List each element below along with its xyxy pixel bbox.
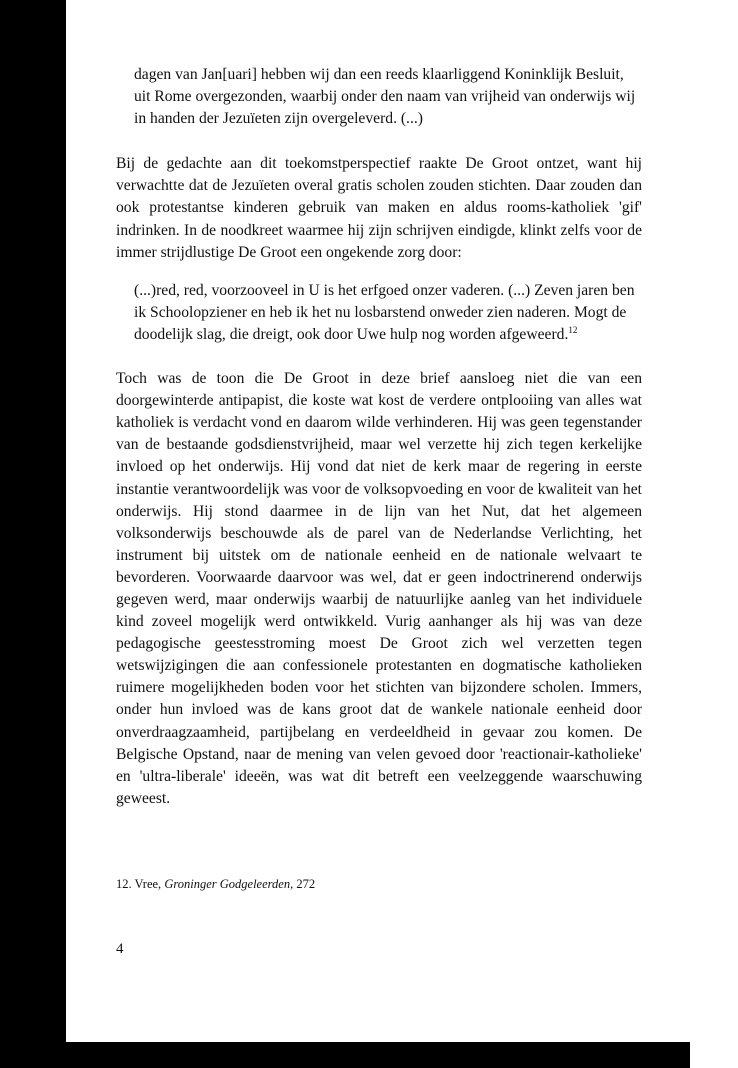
- page-number: 4: [116, 941, 124, 957]
- footnote-page: 272: [296, 877, 316, 891]
- block-quote-2: [116, 280, 642, 346]
- scan-border-left: [0, 0, 66, 1068]
- footnote: [116, 876, 315, 892]
- scan-border-bottom: [0, 1042, 690, 1068]
- footnote-reference[interactable]: 12: [568, 324, 578, 335]
- block-quote-1: dagen van Jan[uari] hebben wij dan een reeds klaarliggend Koninklijk Besluit, uit Rome overgezonden, waarbij onder den naam van vrijheid van onderwijs wij in handen der Jezuïeten zijn overgeleverd. (...): [134, 66, 636, 128]
- page-body: [116, 64, 642, 810]
- footnote-title: Groninger Godgeleerden,: [164, 877, 294, 891]
- paragraph-2: Toch was de toon die De Groot in deze brief aansloeg niet die van een doorgewinterde antipapist, die koste wat kost de verdere ontplooiing van alles wat katholiek is verdacht vond en daarom wilde verhinderen. Hij was geen tegenstander van de bestaande godsdienstvrijheid, maar wel verzette hij zich tegen kerkelijke invloed op het onderwijs. Hij vond dat niet de kerk maar de regering in eerste instantie verantwoordelijk was voor de volksopvoeding en voor de kwaliteit van het onderwijs. Hij stond daarmee in de lijn van het Nut, dat het algemeen volksonderwijs beschouwde als de parel van de Nederlandse Verlichting, het instrument bij uitstek om de nationale eenheid en de nationale welvaart te bevorderen. Voorwaarde daarvoor was wel, dat er geen indoctrinerend onderwijs gegeven werd, maar onderwijs waarbij de natuurlijke aanleg van het individuele kind zoveel mogelijk werd ontwikkeld. Vurig aanhanger als hij was van deze pedagogische geestesstroming moest De Groot zich wel verzetten tegen wetswijzigingen die aan confessionele protestanten en dogmatische katholieken ruimere mogelijkheden boden voor het stichten van bijzondere scholen. Immers, onder hun invloed was de kans groot dat de wankele nationale eenheid door onverdraagzaamheid, partijbelang en verdeeldheid in gevaar zou komen. De Belgische Opstand, naar de mening van velen gevoed door 'reactionair-katholieke' en 'ultra-liberale' ideeën, was wat dit betreft een veelzeggende waarschuwing geweest.: [116, 370, 642, 807]
- block-quote-2-text: (...)red, red, voorzooveel in U is het erfgoed onzer vaderen. (...) Zeven jaren ben ik Schoolopziener en heb ik het nu losbarstend onweder zien naderen. Mogt de doodelijk slag, die dreigt, ook door Uwe hulp nog worden afgeweerd.: [134, 281, 635, 343]
- footnote-number-author: 12. Vree,: [116, 877, 162, 891]
- paragraph-1: Bij de gedachte aan dit toekomstperspectief raakte De Groot ontzet, want hij verwachtte dat de Jezuïeten overal gratis scholen zouden stichten. Daar zouden dan ook protestantse kinderen gebruik van maken en aldus rooms-katholiek 'gif' indrinken. In de noodkreet waarmee hij zijn schrijven eindigde, klinkt zelfs voor de immer strijdlustige De Groot een ongekende zorg door:: [116, 155, 642, 261]
